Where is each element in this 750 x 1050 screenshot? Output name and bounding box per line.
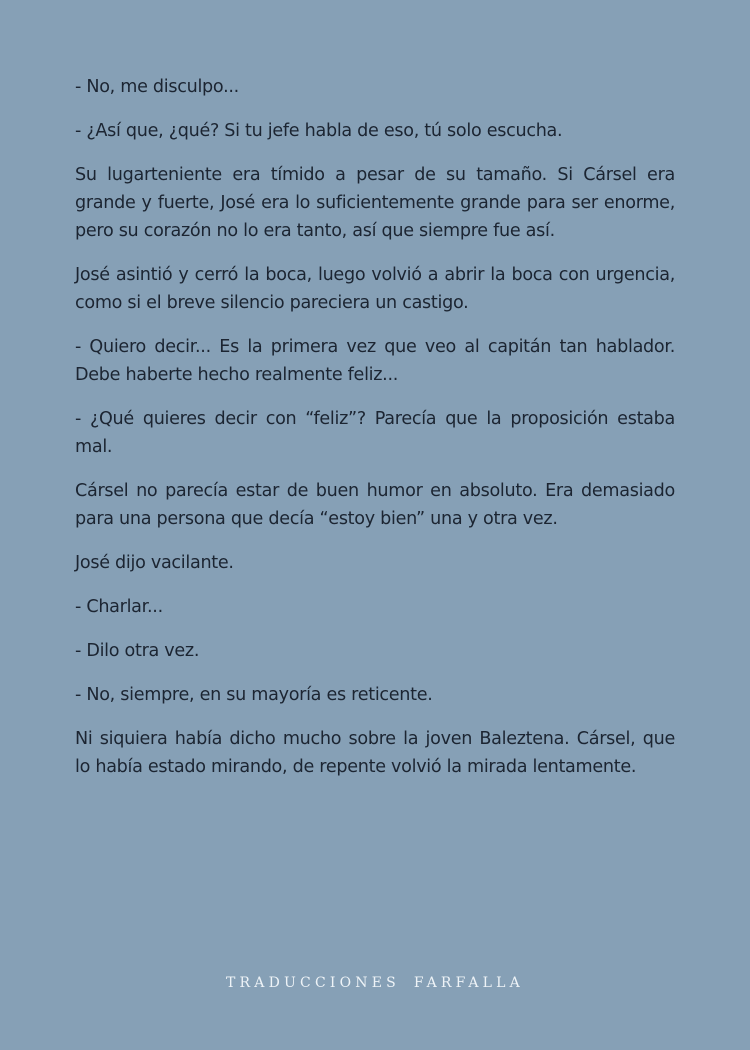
- paragraph: - No, siempre, en su mayoría es reticente.: [75, 685, 433, 705]
- paragraph: Ni siquiera había dicho mucho sobre la joven Baleztena. Cársel, que lo había estado mirando, de repente volvió la mirada lentamente.: [75, 729, 675, 777]
- footer-word-traducciones: TRADUCCIONES: [226, 975, 400, 991]
- footer-credit: [0, 975, 750, 991]
- page-body-text: [75, 73, 675, 797]
- paragraph: - ¿Qué quieres decir con “feliz”? Parecía que la proposición estaba mal.: [75, 409, 675, 457]
- paragraph: José dijo vacilante.: [75, 553, 234, 573]
- paragraph: - Quiero decir... Es la primera vez que veo al capitán tan hablador. Debe haberte hecho realmente feliz...: [75, 337, 675, 385]
- footer-word-farfalla: FARFALLA: [413, 975, 524, 991]
- paragraph: Cársel no parecía estar de buen humor en absoluto. Era demasiado para una persona que decía “estoy bien” una y otra vez.: [75, 481, 675, 529]
- paragraph: José asintió y cerró la boca, luego volvió a abrir la boca con urgencia, como si el breve silencio pareciera un castigo.: [75, 265, 675, 313]
- paragraph: Su lugarteniente era tímido a pesar de su tamaño. Si Cársel era grande y fuerte, José era lo suficientemente grande para ser enorme, pero su corazón no lo era tanto, así que siempre fue así.: [75, 165, 675, 241]
- paragraph: - No, me disculpo...: [75, 77, 239, 97]
- paragraph: - Dilo otra vez.: [75, 641, 200, 661]
- paragraph: - Charlar...: [75, 597, 163, 617]
- paragraph: - ¿Así que, ¿qué? Si tu jefe habla de eso, tú solo escucha.: [75, 121, 563, 141]
